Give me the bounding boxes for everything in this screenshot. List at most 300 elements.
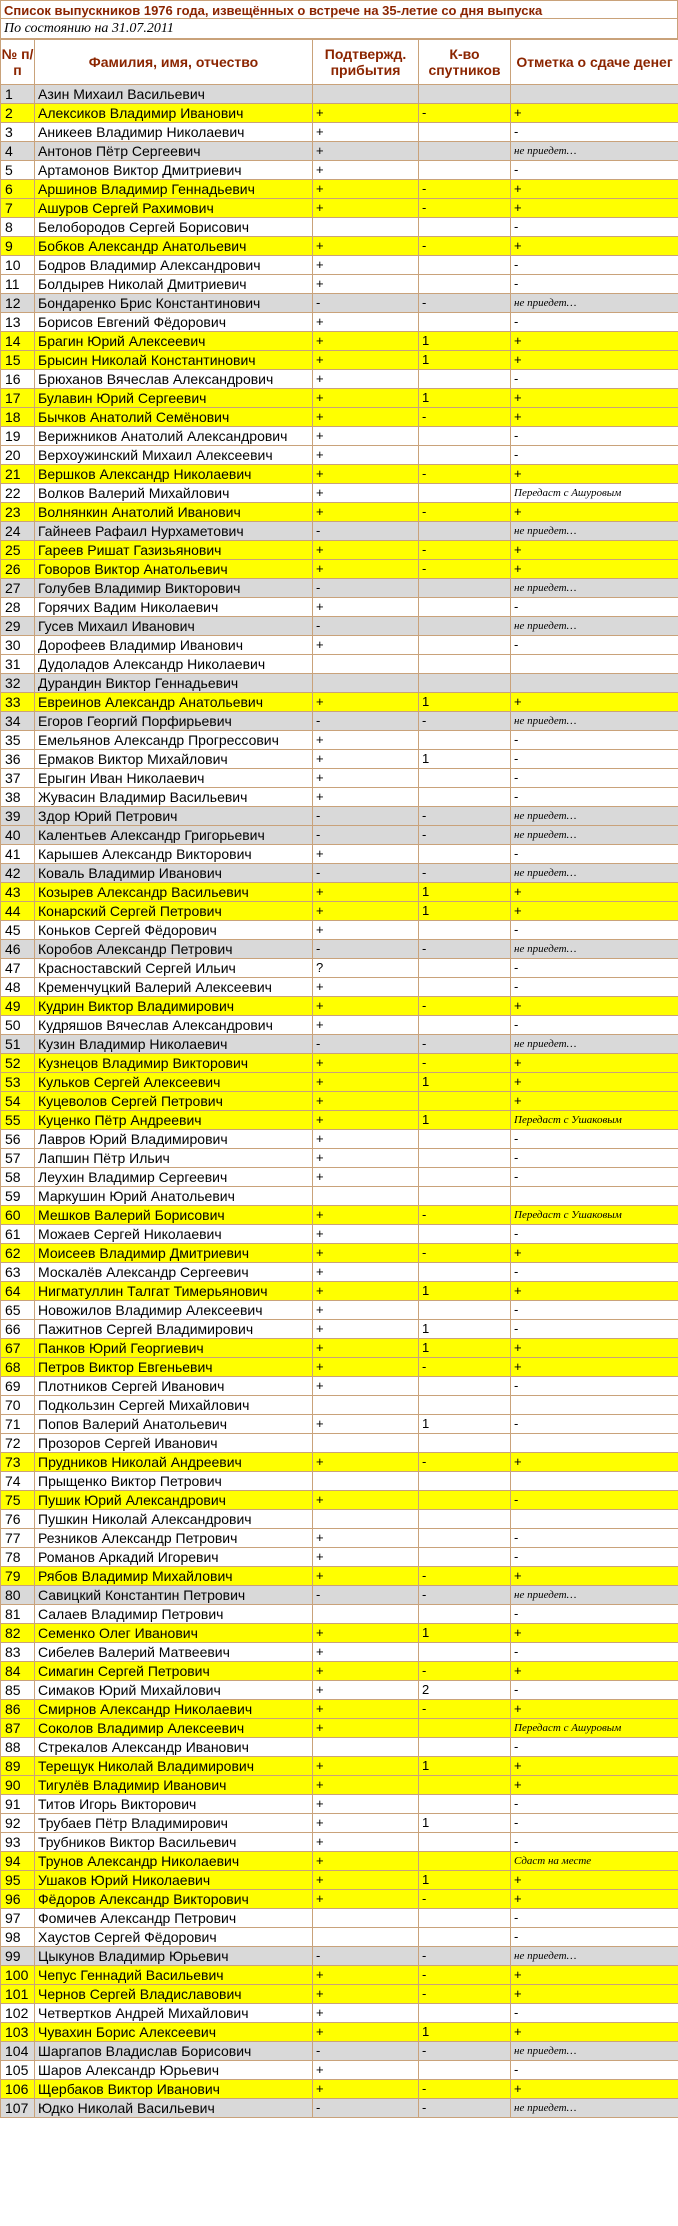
row-confirm: + — [313, 1168, 419, 1187]
row-number: 43 — [1, 883, 35, 902]
row-confirm: + — [313, 1092, 419, 1111]
row-money: - — [511, 1833, 678, 1852]
row-name: Маркушин Юрий Анатольевич — [35, 1187, 313, 1206]
row-name: Попов Валерий Анатольевич — [35, 1415, 313, 1434]
row-number: 88 — [1, 1738, 35, 1757]
row-name: Коробов Александр Петрович — [35, 940, 313, 959]
row-companions — [419, 1434, 511, 1453]
row-confirm: - — [313, 1586, 419, 1605]
row-name: Волнянкин Анатолий Иванович — [35, 503, 313, 522]
row-number: 53 — [1, 1073, 35, 1092]
row-name: Москалёв Александр Сергеевич — [35, 1263, 313, 1282]
table-row — [1, 199, 678, 218]
table-row — [1, 1510, 678, 1529]
table-row — [1, 579, 678, 598]
row-number: 42 — [1, 864, 35, 883]
row-name: Гусев Михаил Иванович — [35, 617, 313, 636]
row-companions: - — [419, 1035, 511, 1054]
row-confirm: - — [313, 826, 419, 845]
row-name: Соколов Владимир Алексеевич — [35, 1719, 313, 1738]
row-companions: - — [419, 1586, 511, 1605]
row-companions: - — [419, 826, 511, 845]
row-companions: - — [419, 199, 511, 218]
row-name: Кременчуцкий Валерий Алексеевич — [35, 978, 313, 997]
row-money: + — [511, 2023, 678, 2042]
row-name: Верижников Анатолий Александрович — [35, 427, 313, 446]
row-number: 27 — [1, 579, 35, 598]
table-row — [1, 1624, 678, 1643]
table-row — [1, 237, 678, 256]
row-name: Мешков Валерий Борисович — [35, 1206, 313, 1225]
header-row — [1, 40, 678, 85]
row-name: Трубаев Пётр Владимирович — [35, 1814, 313, 1833]
table-row — [1, 883, 678, 902]
row-number: 30 — [1, 636, 35, 655]
table-row — [1, 1244, 678, 1263]
row-money: не приедет… — [511, 1586, 678, 1605]
row-number: 29 — [1, 617, 35, 636]
table-row — [1, 389, 678, 408]
row-number: 90 — [1, 1776, 35, 1795]
row-companions — [419, 446, 511, 465]
row-confirm: + — [313, 883, 419, 902]
row-companions: 1 — [419, 1415, 511, 1434]
row-money: + — [511, 883, 678, 902]
row-number: 65 — [1, 1301, 35, 1320]
row-number: 73 — [1, 1453, 35, 1472]
row-confirm: + — [313, 1529, 419, 1548]
row-companions: 1 — [419, 389, 511, 408]
row-confirm: + — [313, 2080, 419, 2099]
row-confirm: + — [313, 1244, 419, 1263]
row-name: Леухин Владимир Сергеевич — [35, 1168, 313, 1187]
row-companions — [419, 1377, 511, 1396]
table-row — [1, 940, 678, 959]
row-money: + — [511, 465, 678, 484]
table-row — [1, 1871, 678, 1890]
row-companions — [419, 1852, 511, 1871]
row-confirm: + — [313, 1377, 419, 1396]
row-money: - — [511, 427, 678, 446]
table-row — [1, 313, 678, 332]
row-money: - — [511, 788, 678, 807]
header-companions: К-во спутников — [419, 40, 511, 85]
row-number: 33 — [1, 693, 35, 712]
table-row — [1, 978, 678, 997]
row-companions — [419, 522, 511, 541]
row-name: Трубников Виктор Васильевич — [35, 1833, 313, 1852]
row-companions — [419, 788, 511, 807]
table-row — [1, 997, 678, 1016]
row-money: + — [511, 997, 678, 1016]
row-companions — [419, 1092, 511, 1111]
header-confirm: Подтвержд. прибытия — [313, 40, 419, 85]
header-name: Фамилия, имя, отчество — [35, 40, 313, 85]
row-companions: - — [419, 503, 511, 522]
row-confirm: + — [313, 1719, 419, 1738]
row-money — [511, 1396, 678, 1415]
row-companions — [419, 1491, 511, 1510]
row-number: 13 — [1, 313, 35, 332]
row-companions: - — [419, 104, 511, 123]
table-row — [1, 712, 678, 731]
row-name: Горячих Вадим Николаевич — [35, 598, 313, 617]
table-row — [1, 503, 678, 522]
row-confirm: + — [313, 1320, 419, 1339]
row-number: 32 — [1, 674, 35, 693]
row-companions — [419, 978, 511, 997]
table-row — [1, 1966, 678, 1985]
row-confirm: + — [313, 1624, 419, 1643]
row-name: Гайнеев Рафаил Нурхаметович — [35, 522, 313, 541]
row-confirm: ? — [313, 959, 419, 978]
row-companions: 1 — [419, 1624, 511, 1643]
row-number: 22 — [1, 484, 35, 503]
row-number: 2 — [1, 104, 35, 123]
row-money: + — [511, 693, 678, 712]
row-number: 44 — [1, 902, 35, 921]
row-name: Четвертков Андрей Михайлович — [35, 2004, 313, 2023]
row-companions: - — [419, 2042, 511, 2061]
row-money: + — [511, 1453, 678, 1472]
row-companions — [419, 142, 511, 161]
document-title: Список выпускников 1976 года, извещённых о встрече на 35-летие со дня выпуска — [0, 0, 678, 19]
row-number: 94 — [1, 1852, 35, 1871]
table-row — [1, 731, 678, 750]
row-money: не приедет… — [511, 864, 678, 883]
row-companions: - — [419, 465, 511, 484]
table-row — [1, 123, 678, 142]
row-confirm — [313, 85, 419, 104]
row-name: Красноставский Сергей Ильич — [35, 959, 313, 978]
row-companions: - — [419, 2099, 511, 2118]
row-number: 68 — [1, 1358, 35, 1377]
row-name: Романов Аркадий Игоревич — [35, 1548, 313, 1567]
row-name: Бондаренко Брис Константинович — [35, 294, 313, 313]
row-confirm — [313, 1396, 419, 1415]
row-confirm: + — [313, 997, 419, 1016]
table-row — [1, 1700, 678, 1719]
row-name: Новожилов Владимир Алексеевич — [35, 1301, 313, 1320]
row-number: 26 — [1, 560, 35, 579]
row-money: - — [511, 446, 678, 465]
row-name: Чернов Сергей Владиславович — [35, 1985, 313, 2004]
row-money: - — [511, 1548, 678, 1567]
row-companions: 1 — [419, 1320, 511, 1339]
table-row — [1, 1415, 678, 1434]
row-money: не приедет… — [511, 2099, 678, 2118]
row-companions — [419, 1168, 511, 1187]
row-companions: 1 — [419, 693, 511, 712]
row-companions: - — [419, 997, 511, 1016]
table-row — [1, 408, 678, 427]
row-confirm: + — [313, 180, 419, 199]
row-name: Куценко Пётр Андреевич — [35, 1111, 313, 1130]
row-confirm: + — [313, 1852, 419, 1871]
row-confirm: + — [313, 598, 419, 617]
row-name: Дорофеев Владимир Иванович — [35, 636, 313, 655]
table-row — [1, 1149, 678, 1168]
row-money — [511, 674, 678, 693]
row-number: 87 — [1, 1719, 35, 1738]
row-confirm: + — [313, 1263, 419, 1282]
row-confirm: + — [313, 1415, 419, 1434]
row-name: Можаев Сергей Николаевич — [35, 1225, 313, 1244]
row-confirm: - — [313, 807, 419, 826]
row-number: 82 — [1, 1624, 35, 1643]
row-confirm — [313, 218, 419, 237]
row-money: + — [511, 1776, 678, 1795]
table-row — [1, 560, 678, 579]
table-row — [1, 1339, 678, 1358]
row-money: + — [511, 1890, 678, 1909]
row-money: не приедет… — [511, 522, 678, 541]
row-companions: 1 — [419, 1757, 511, 1776]
row-number: 103 — [1, 2023, 35, 2042]
row-money: + — [511, 1966, 678, 1985]
row-money: + — [511, 1339, 678, 1358]
row-number: 3 — [1, 123, 35, 142]
row-name: Цыкунов Владимир Юрьевич — [35, 1947, 313, 1966]
row-confirm: + — [313, 1358, 419, 1377]
row-money: - — [511, 123, 678, 142]
row-confirm: - — [313, 940, 419, 959]
row-companions — [419, 1016, 511, 1035]
row-number: 66 — [1, 1320, 35, 1339]
row-money: - — [511, 2004, 678, 2023]
row-name: Титов Игорь Викторович — [35, 1795, 313, 1814]
row-number: 84 — [1, 1662, 35, 1681]
row-money — [511, 1434, 678, 1453]
row-confirm: + — [313, 1301, 419, 1320]
row-number: 50 — [1, 1016, 35, 1035]
row-money: - — [511, 1130, 678, 1149]
row-companions: - — [419, 1244, 511, 1263]
row-confirm: + — [313, 465, 419, 484]
table-row — [1, 636, 678, 655]
table-row — [1, 465, 678, 484]
row-money: + — [511, 1358, 678, 1377]
row-number: 1 — [1, 85, 35, 104]
row-name: Дурандин Виктор Геннадьевич — [35, 674, 313, 693]
row-confirm: - — [313, 2099, 419, 2118]
row-companions — [419, 1738, 511, 1757]
row-money: не приедет… — [511, 2042, 678, 2061]
row-confirm: + — [313, 902, 419, 921]
row-confirm: + — [313, 2061, 419, 2080]
row-number: 18 — [1, 408, 35, 427]
row-confirm: + — [313, 1643, 419, 1662]
row-money: + — [511, 541, 678, 560]
row-confirm: + — [313, 1700, 419, 1719]
row-money: - — [511, 921, 678, 940]
row-companions — [419, 579, 511, 598]
row-number: 98 — [1, 1928, 35, 1947]
row-number: 69 — [1, 1377, 35, 1396]
row-name: Стрекалов Александр Иванович — [35, 1738, 313, 1757]
table-row — [1, 769, 678, 788]
row-name: Брагин Юрий Алексеевич — [35, 332, 313, 351]
table-row — [1, 2042, 678, 2061]
row-number: 39 — [1, 807, 35, 826]
row-confirm: - — [313, 1947, 419, 1966]
row-name: Калентьев Александр Григорьевич — [35, 826, 313, 845]
table-row — [1, 1377, 678, 1396]
row-number: 101 — [1, 1985, 35, 2004]
row-confirm: + — [313, 1339, 419, 1358]
row-name: Фомичев Александр Петрович — [35, 1909, 313, 1928]
row-number: 5 — [1, 161, 35, 180]
row-number: 12 — [1, 294, 35, 313]
row-companions — [419, 427, 511, 446]
row-number: 58 — [1, 1168, 35, 1187]
row-money — [511, 1187, 678, 1206]
table-row — [1, 1206, 678, 1225]
row-confirm: + — [313, 731, 419, 750]
row-number: 76 — [1, 1510, 35, 1529]
table-row — [1, 1092, 678, 1111]
row-confirm — [313, 1187, 419, 1206]
table-row — [1, 1111, 678, 1130]
row-number: 91 — [1, 1795, 35, 1814]
table-row — [1, 1909, 678, 1928]
row-confirm: + — [313, 1681, 419, 1700]
table-row — [1, 1833, 678, 1852]
table-row — [1, 1643, 678, 1662]
row-name: Ушаков Юрий Николаевич — [35, 1871, 313, 1890]
row-companions: - — [419, 541, 511, 560]
row-confirm: - — [313, 579, 419, 598]
table-row — [1, 1605, 678, 1624]
table-row — [1, 826, 678, 845]
row-confirm: + — [313, 1149, 419, 1168]
row-confirm — [313, 1738, 419, 1757]
row-number: 81 — [1, 1605, 35, 1624]
row-companions — [419, 123, 511, 142]
row-companions — [419, 2004, 511, 2023]
table-row — [1, 1168, 678, 1187]
row-name: Брысин Николай Константинович — [35, 351, 313, 370]
row-number: 100 — [1, 1966, 35, 1985]
row-confirm: + — [313, 2023, 419, 2042]
row-confirm: + — [313, 1073, 419, 1092]
table-row — [1, 1054, 678, 1073]
row-money: - — [511, 2061, 678, 2080]
row-name: Плотников Сергей Иванович — [35, 1377, 313, 1396]
row-money: + — [511, 332, 678, 351]
row-number: 40 — [1, 826, 35, 845]
table-row — [1, 1586, 678, 1605]
row-confirm: + — [313, 1985, 419, 2004]
row-confirm — [313, 1909, 419, 1928]
table-row — [1, 1548, 678, 1567]
row-money: Передаст с Ашуровым — [511, 484, 678, 503]
row-money: не приедет… — [511, 579, 678, 598]
row-companions — [419, 921, 511, 940]
row-money: - — [511, 978, 678, 997]
row-number: 28 — [1, 598, 35, 617]
row-money: - — [511, 636, 678, 655]
row-companions — [419, 1301, 511, 1320]
row-number: 24 — [1, 522, 35, 541]
table-row — [1, 2023, 678, 2042]
row-name: Коньков Сергей Фёдорович — [35, 921, 313, 940]
row-name: Лапшин Пётр Ильич — [35, 1149, 313, 1168]
row-companions — [419, 636, 511, 655]
row-money: + — [511, 1054, 678, 1073]
row-confirm: + — [313, 750, 419, 769]
table-row — [1, 2099, 678, 2118]
table-row — [1, 1529, 678, 1548]
row-money: Сдаст на месте — [511, 1852, 678, 1871]
row-money: не приедет… — [511, 142, 678, 161]
row-number: 9 — [1, 237, 35, 256]
row-number: 51 — [1, 1035, 35, 1054]
row-money: - — [511, 1738, 678, 1757]
table-row — [1, 845, 678, 864]
row-money: + — [511, 1757, 678, 1776]
row-number: 75 — [1, 1491, 35, 1510]
table-row — [1, 522, 678, 541]
table-row — [1, 1947, 678, 1966]
table-row — [1, 788, 678, 807]
row-money: - — [511, 1529, 678, 1548]
row-companions: 1 — [419, 1111, 511, 1130]
row-companions — [419, 959, 511, 978]
row-companions — [419, 1149, 511, 1168]
row-name: Карышев Александр Викторович — [35, 845, 313, 864]
row-companions — [419, 769, 511, 788]
row-confirm: + — [313, 256, 419, 275]
row-money: + — [511, 351, 678, 370]
row-name: Брюханов Вячеслав Александрович — [35, 370, 313, 389]
row-confirm: + — [313, 123, 419, 142]
row-number: 21 — [1, 465, 35, 484]
row-money: + — [511, 1244, 678, 1263]
row-money: - — [511, 598, 678, 617]
row-companions — [419, 275, 511, 294]
row-companions — [419, 1263, 511, 1282]
row-money: - — [511, 1643, 678, 1662]
table-row — [1, 598, 678, 617]
row-confirm — [313, 1510, 419, 1529]
table-row — [1, 2080, 678, 2099]
row-confirm: + — [313, 845, 419, 864]
row-money: - — [511, 1491, 678, 1510]
row-companions: - — [419, 1662, 511, 1681]
row-number: 8 — [1, 218, 35, 237]
row-companions: 1 — [419, 1282, 511, 1301]
row-number: 74 — [1, 1472, 35, 1491]
row-number: 107 — [1, 2099, 35, 2118]
row-number: 95 — [1, 1871, 35, 1890]
row-name: Симаков Юрий Михайлович — [35, 1681, 313, 1700]
row-companions: 1 — [419, 750, 511, 769]
row-money: + — [511, 199, 678, 218]
row-confirm: + — [313, 693, 419, 712]
row-number: 4 — [1, 142, 35, 161]
row-name: Жувасин Владимир Васильевич — [35, 788, 313, 807]
row-money: - — [511, 1225, 678, 1244]
row-name: Нигматуллин Талгат Тимерьянович — [35, 1282, 313, 1301]
row-name: Голубев Владимир Викторович — [35, 579, 313, 598]
row-name: Прудников Николай Андреевич — [35, 1453, 313, 1472]
row-number: 17 — [1, 389, 35, 408]
row-money: - — [511, 731, 678, 750]
row-number: 67 — [1, 1339, 35, 1358]
row-companions — [419, 313, 511, 332]
row-confirm: + — [313, 1833, 419, 1852]
